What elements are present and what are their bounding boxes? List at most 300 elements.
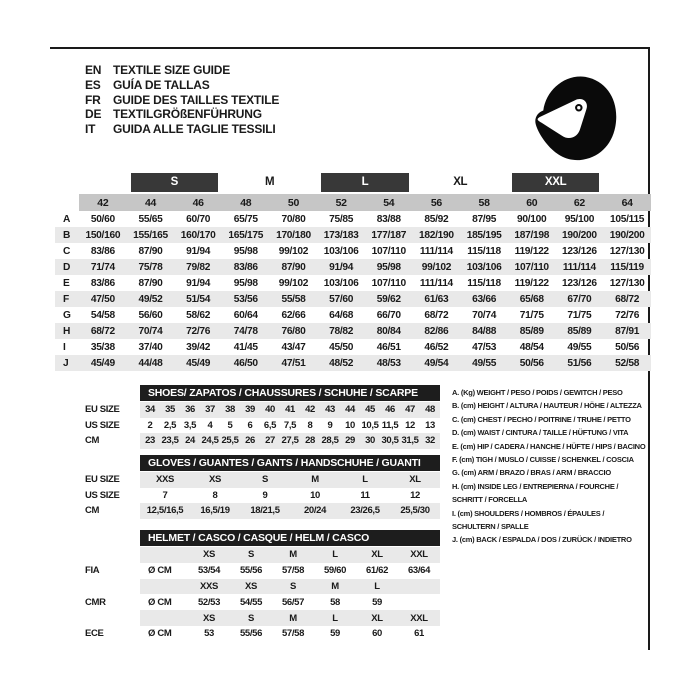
table-cell: 11 (360, 489, 370, 501)
table-cell: 79/82 (174, 259, 222, 275)
table-cell: 83/86 (90, 277, 115, 289)
table-cell: 115/119 (603, 259, 651, 275)
table-cell: 49/52 (127, 291, 175, 307)
table-row (55, 194, 651, 211)
table-cell: 76/80 (270, 323, 318, 339)
table-cell: 61/62 (365, 565, 389, 577)
table-cell: S (230, 547, 272, 563)
textile-size-table (55, 173, 651, 371)
table-cell: EU SIZE (85, 474, 120, 486)
table-cell: 53/54 (197, 565, 221, 577)
table-row (85, 418, 440, 434)
table-cell: 68/72 (424, 309, 449, 321)
language-row-en (85, 63, 279, 78)
gloves-section (85, 455, 440, 519)
legend-item-h: H. (cm) INSIDE LEG / ENTREPIERNA / FOURCHE / SCHRITT / FORCELLA (452, 481, 619, 505)
size-group-row (55, 173, 651, 194)
table-cell: 155/165 (127, 227, 175, 243)
table-cell: US SIZE (85, 489, 120, 501)
table-cell: 56/60 (138, 309, 163, 321)
table-cell: 123/126 (562, 245, 597, 257)
table-cell: 65/68 (508, 291, 556, 307)
language-code: EN (85, 63, 102, 77)
table-cell: 87/91 (603, 323, 651, 339)
table-cell: L (340, 472, 390, 488)
legend-item-b: B. (cm) HEIGHT / ALTURA / HAUTEUR / HÖHE / ALTEZZA (452, 401, 642, 411)
table-cell: 44 (127, 194, 175, 211)
helmet-table (85, 547, 440, 642)
table-cell: 78/82 (317, 323, 365, 339)
table-cell: 82/86 (413, 323, 461, 339)
language-row-fr (85, 93, 279, 108)
table-cell: 16,5/19 (190, 503, 240, 519)
table-cell: 103/106 (323, 245, 359, 257)
table-cell: 59/60 (323, 565, 347, 577)
table-cell: 160/170 (174, 227, 222, 243)
table-row (55, 211, 651, 227)
table-cell: S (240, 472, 290, 488)
table-row (55, 323, 651, 339)
table-cell: 9 (262, 489, 268, 501)
table-cell: 50 (270, 194, 318, 211)
legend-item-j: J. (cm) BACK / ESPALDA / DOS / ZURÜCK / INDIETRO (452, 535, 632, 545)
table-cell: M (314, 579, 356, 595)
table-row (85, 433, 440, 449)
table-cell: XXS (140, 472, 190, 488)
table-cell: 49/55 (567, 341, 592, 353)
table-cell: 60 (372, 628, 382, 640)
table-cell: 72/76 (174, 323, 222, 339)
table-cell: 39/42 (186, 341, 211, 353)
table-cell: 52/53 (197, 596, 221, 608)
table-cell: L (314, 610, 356, 626)
table-cell: 83/86 (90, 245, 115, 257)
table-cell: 2,5 (163, 419, 177, 431)
table-cell: 68/72 (79, 323, 127, 339)
table-cell: 55/56 (239, 628, 263, 640)
table-cell: 46/52 (424, 341, 449, 353)
table-cell: 95/98 (365, 259, 413, 275)
table-cell: 64 (603, 194, 651, 211)
table-cell: 75/78 (127, 259, 175, 275)
table-cell: 60/64 (233, 309, 258, 321)
table-cell: 107/110 (371, 277, 406, 289)
table-cell: 58 (330, 596, 340, 608)
shoes-section-header: SHOES/ ZAPATOS / CHAUSSURES / SCHUHE / SCARPE (140, 385, 440, 401)
table-cell: 50/56 (508, 355, 556, 371)
table-cell: 52/58 (603, 355, 651, 371)
table-cell: 47/50 (79, 291, 127, 307)
table-cell: 6 (247, 419, 253, 431)
table-cell: 49/55 (460, 355, 508, 371)
language-code: DE (85, 107, 102, 122)
table-cell: G (63, 309, 71, 321)
table-cell: 6,5 (263, 419, 277, 431)
table-cell: 12,5/16,5 (140, 503, 190, 519)
table-row (55, 355, 651, 371)
table-row (85, 563, 440, 579)
table-cell: 150/160 (79, 227, 127, 243)
table-row (85, 579, 440, 595)
table-cell: 12 (410, 489, 420, 501)
table-cell: 43/47 (281, 341, 306, 353)
table-cell: 56 (413, 194, 461, 211)
size-group-s: S (131, 173, 218, 192)
table-cell: 8 (212, 489, 218, 501)
table-cell: M (272, 610, 314, 626)
table-cell: 18/21,5 (240, 503, 290, 519)
table-cell: 103/106 (460, 259, 508, 275)
table-cell: 46/51 (376, 341, 401, 353)
table-cell: 115/118 (467, 277, 501, 289)
table-cell: CMR (85, 596, 106, 608)
spacer (603, 173, 651, 194)
table-cell: 103/106 (323, 277, 359, 289)
table-cell: 54 (365, 194, 413, 211)
measurement-rows (55, 211, 651, 371)
table-cell: 50/60 (90, 213, 115, 225)
table-cell: 70/74 (472, 309, 497, 321)
table-cell: 71/74 (79, 259, 127, 275)
table-cell: 80/84 (365, 323, 413, 339)
table-cell: 70/74 (127, 323, 175, 339)
table-cell: 10 (345, 419, 355, 431)
table-cell: 60/70 (186, 213, 211, 225)
table-cell: 39 (240, 402, 260, 418)
table-cell: 40 (260, 402, 280, 418)
table-cell: 87/90 (138, 277, 163, 289)
table-row (85, 472, 440, 488)
table-cell: XS (190, 472, 240, 488)
table-cell: 42 (79, 194, 127, 211)
table-row (85, 610, 440, 626)
table-cell: EU SIZE (85, 404, 120, 416)
table-row (55, 291, 651, 307)
table-cell: 70/80 (281, 213, 306, 225)
table-cell: 12 (405, 419, 415, 431)
table-cell: 46 (174, 194, 222, 211)
table-cell: 28 (300, 433, 320, 449)
table-cell: 20/24 (290, 503, 340, 519)
table-cell: 25,5/30 (390, 503, 440, 519)
table-cell: 65/75 (233, 213, 258, 225)
helmet-section-header: HELMET / CASCO / CASQUE / HELM / CASCO (140, 530, 440, 546)
table-cell: Ø CM (148, 596, 172, 608)
table-cell: 27 (260, 433, 280, 449)
table-cell: 48 (222, 194, 270, 211)
table-cell: 91/94 (186, 245, 211, 257)
table-cell: 38 (220, 402, 240, 418)
table-cell: 48/53 (365, 355, 413, 371)
racing-helmet-icon (533, 72, 619, 164)
table-cell: 10 (310, 489, 320, 501)
table-cell: 36 (180, 402, 200, 418)
table-cell: 53 (204, 628, 214, 640)
table-cell: 26 (240, 433, 260, 449)
table-row (55, 243, 651, 259)
table-cell: 85/89 (556, 323, 604, 339)
table-cell (85, 579, 140, 595)
table-cell: 90/100 (517, 213, 547, 225)
table-cell: 58/62 (186, 309, 211, 321)
table-cell: 27,5 (280, 433, 300, 449)
table-cell: 23,5 (160, 433, 180, 449)
table-cell: 83/88 (376, 213, 401, 225)
shoes-table (85, 402, 440, 449)
table-cell: 62 (556, 194, 604, 211)
table-cell (140, 610, 188, 626)
table-cell: XXL (398, 547, 440, 563)
table-cell: 55/58 (270, 291, 318, 307)
table-cell: 107/110 (371, 245, 406, 257)
table-cell: 95/98 (233, 277, 258, 289)
table-cell: 87/90 (138, 245, 163, 257)
table-cell: 44/48 (127, 355, 175, 371)
language-row-de (85, 107, 279, 122)
table-cell: 48/54 (519, 341, 544, 353)
table-cell: 46/50 (222, 355, 270, 371)
table-cell: 107/110 (508, 259, 556, 275)
table-cell: 62/66 (281, 309, 306, 321)
table-cell: 95/98 (233, 245, 258, 257)
table-cell: 95/100 (564, 213, 595, 225)
language-title: GUIDE DES TAILLES TEXTILE (113, 92, 280, 107)
table-cell: 190/200 (603, 227, 651, 243)
table-cell: 57/60 (317, 291, 365, 307)
table-cell: 35/38 (90, 341, 115, 353)
table-cell: 182/190 (413, 227, 461, 243)
measurement-legend (452, 386, 649, 547)
table-cell: C (63, 245, 71, 257)
table-cell: 46 (380, 402, 400, 418)
table-cell: H (55, 323, 79, 339)
table-cell: B (55, 227, 79, 243)
legend-item-c: C. (cm) CHEST / PECHO / POITRINE / TRUHE / PETTO (452, 414, 631, 424)
table-cell: 68/72 (603, 291, 651, 307)
language-row-es (85, 78, 279, 93)
table-cell: 170/180 (270, 227, 318, 243)
table-cell: Ø CM (148, 565, 172, 577)
table-cell: CM (85, 505, 100, 517)
table-cell (85, 547, 140, 563)
table-cell: 71/75 (519, 309, 544, 321)
table-cell: 32 (420, 433, 440, 449)
table-cell: 99/102 (278, 245, 309, 257)
table-cell: 87/95 (472, 213, 497, 225)
table-cell: 111/114 (419, 277, 453, 289)
table-cell: 7,5 (283, 419, 297, 431)
table-cell: 28,5 (320, 433, 340, 449)
table-cell: 85/89 (508, 323, 556, 339)
table-cell: 10,5 (361, 419, 379, 431)
table-cell: 55/65 (138, 213, 163, 225)
table-cell: 37/40 (138, 341, 163, 353)
table-cell: ECE (85, 628, 104, 640)
table-cell: 48/52 (317, 355, 365, 371)
table-cell: 47/53 (472, 341, 497, 353)
table-cell: 111/114 (556, 259, 604, 275)
table-cell: 57/58 (281, 565, 305, 577)
gloves-section-header: GLOVES / GUANTES / GANTS / HANDSCHUHE / GUANTI (140, 455, 440, 471)
table-cell: 185/195 (460, 227, 508, 243)
size-number-row (55, 194, 651, 211)
table-cell: 31,5 (400, 433, 420, 449)
table-cell: 85/92 (424, 213, 449, 225)
table-cell: 41 (280, 402, 300, 418)
table-cell: 71/75 (567, 309, 592, 321)
table-cell: 5 (227, 419, 233, 431)
table-cell: 4 (207, 419, 213, 431)
table-cell: 8 (307, 419, 313, 431)
legend-item-e: E. (cm) HIP / CADERA / HANCHE / HÜFTE / HIPS / BACINO (452, 441, 646, 451)
table-cell: 105/115 (610, 213, 645, 225)
language-code: FR (85, 92, 101, 107)
language-row-it (85, 122, 279, 137)
table-cell: 67/70 (556, 291, 604, 307)
table-cell: 91/94 (186, 277, 211, 289)
table-cell: 127/130 (609, 277, 645, 289)
table-cell: F (55, 291, 79, 307)
table-cell: D (55, 259, 79, 275)
legend-item-d: D. (cm) WAIST / CINTURA / TAILLE / HÜFTUNG / VITA (452, 428, 629, 438)
table-cell: 30,5 (380, 433, 400, 449)
table-cell: 61 (414, 628, 424, 640)
table-cell: I (63, 341, 66, 353)
table-row (85, 488, 440, 504)
table-row (55, 259, 651, 275)
table-cell: 34 (140, 402, 160, 418)
table-cell: XL (390, 472, 440, 488)
table-cell: 177/187 (365, 227, 413, 243)
table-cell: 7 (162, 489, 168, 501)
table-cell: 115/118 (467, 245, 501, 257)
table-cell: 111/114 (419, 245, 453, 257)
table-row (85, 626, 440, 642)
table-cell (140, 579, 188, 595)
table-row (55, 307, 651, 323)
table-cell (398, 594, 440, 610)
table-cell: 57/58 (281, 628, 305, 640)
table-cell: 48 (420, 402, 440, 418)
table-cell: 56/57 (281, 596, 305, 608)
language-code: ES (85, 77, 101, 92)
table-cell: 72/76 (615, 309, 640, 321)
table-cell: L (356, 579, 398, 595)
table-cell: L (314, 547, 356, 563)
table-cell: 99/102 (413, 259, 461, 275)
legend-item-g: G. (cm) ARM / BRAZO / BRAS / ARM / BRACCIO (452, 468, 611, 478)
table-cell: 23 (140, 433, 160, 449)
table-cell: 9 (327, 419, 333, 431)
table-cell: 87/90 (270, 259, 318, 275)
table-row (85, 402, 440, 418)
table-cell: 63/64 (407, 565, 431, 577)
table-cell: 61/63 (413, 291, 461, 307)
table-cell: 59 (330, 628, 340, 640)
table-cell: 127/130 (609, 245, 645, 257)
table-cell: 45 (360, 402, 380, 418)
table-cell: 74/78 (222, 323, 270, 339)
table-cell: XS (188, 547, 230, 563)
table-cell: 47/51 (270, 355, 318, 371)
table-cell: 3,5 (183, 419, 197, 431)
table-cell: 44 (340, 402, 360, 418)
size-group-xl: XL (453, 176, 468, 188)
table-cell: 66/70 (376, 309, 401, 321)
legend-item-a: A. (Kg) WEIGHT / PESO / POIDS / GEWITCH / PESO (452, 388, 623, 397)
language-title: TEXTILGRÖßENFÜHRUNG (113, 107, 262, 122)
table-cell: XL (356, 610, 398, 626)
size-group-xxl: XXL (512, 173, 599, 192)
shoes-section (85, 385, 440, 449)
table-cell: 63/66 (460, 291, 508, 307)
table-cell: 24,5 (200, 433, 220, 449)
table-cell: S (230, 610, 272, 626)
table-cell: 99/102 (278, 277, 309, 289)
table-row (55, 339, 651, 355)
table-cell: 84/88 (460, 323, 508, 339)
table-cell: 23/26,5 (340, 503, 390, 519)
table-cell: M (272, 547, 314, 563)
table-cell: 41/45 (233, 341, 258, 353)
table-cell: 43 (320, 402, 340, 418)
table-cell: 165/175 (222, 227, 270, 243)
table-row (55, 275, 651, 291)
table-cell: 35 (160, 402, 180, 418)
table-cell: 53/56 (222, 291, 270, 307)
frame-top-rule (50, 47, 650, 49)
table-cell: US SIZE (85, 419, 120, 431)
table-cell (55, 194, 79, 211)
table-cell: 51/56 (556, 355, 604, 371)
spacer (55, 173, 127, 194)
language-title: GUÍA DE TALLAS (113, 77, 210, 92)
table-row (55, 227, 651, 243)
language-title: GUIDA ALLE TAGLIE TESSILI (113, 122, 276, 137)
table-cell: 11,5 (381, 419, 399, 431)
table-cell: 45/49 (174, 355, 222, 371)
table-cell: 47 (400, 402, 420, 418)
table-cell: 25,5 (220, 433, 240, 449)
table-cell (140, 547, 188, 563)
table-cell: M (290, 472, 340, 488)
table-cell: XS (188, 610, 230, 626)
table-cell: 83/86 (222, 259, 270, 275)
table-cell: 119/122 (514, 277, 549, 289)
size-group-m: M (264, 176, 275, 188)
table-cell: 58 (460, 194, 508, 211)
table-cell (85, 610, 140, 626)
table-cell: 60 (508, 194, 556, 211)
table-cell: 45/49 (79, 355, 127, 371)
table-cell: 42 (300, 402, 320, 418)
table-cell: 187/198 (508, 227, 556, 243)
table-cell: 54/55 (239, 596, 263, 608)
legend-item-i: I. (cm) SHOULDERS / HOMBROS / ÉPAULES / SCHULTERN / SPALLE (452, 508, 605, 532)
table-cell: 50/56 (615, 341, 640, 353)
table-cell: 75/85 (329, 213, 354, 225)
table-cell: 51/54 (174, 291, 222, 307)
table-cell: 45/50 (329, 341, 354, 353)
table-cell: Ø CM (148, 628, 172, 640)
table-cell (398, 579, 440, 595)
legend-item-f: F. (cm) TIGH / MUSLO / CUISSE / SCHENKEL / COSCIA (452, 455, 634, 465)
table-cell: J (55, 355, 79, 371)
table-cell: FIA (85, 565, 100, 577)
table-cell: 64/68 (329, 309, 354, 321)
table-cell: 49/54 (413, 355, 461, 371)
table-cell: 2 (147, 419, 153, 431)
